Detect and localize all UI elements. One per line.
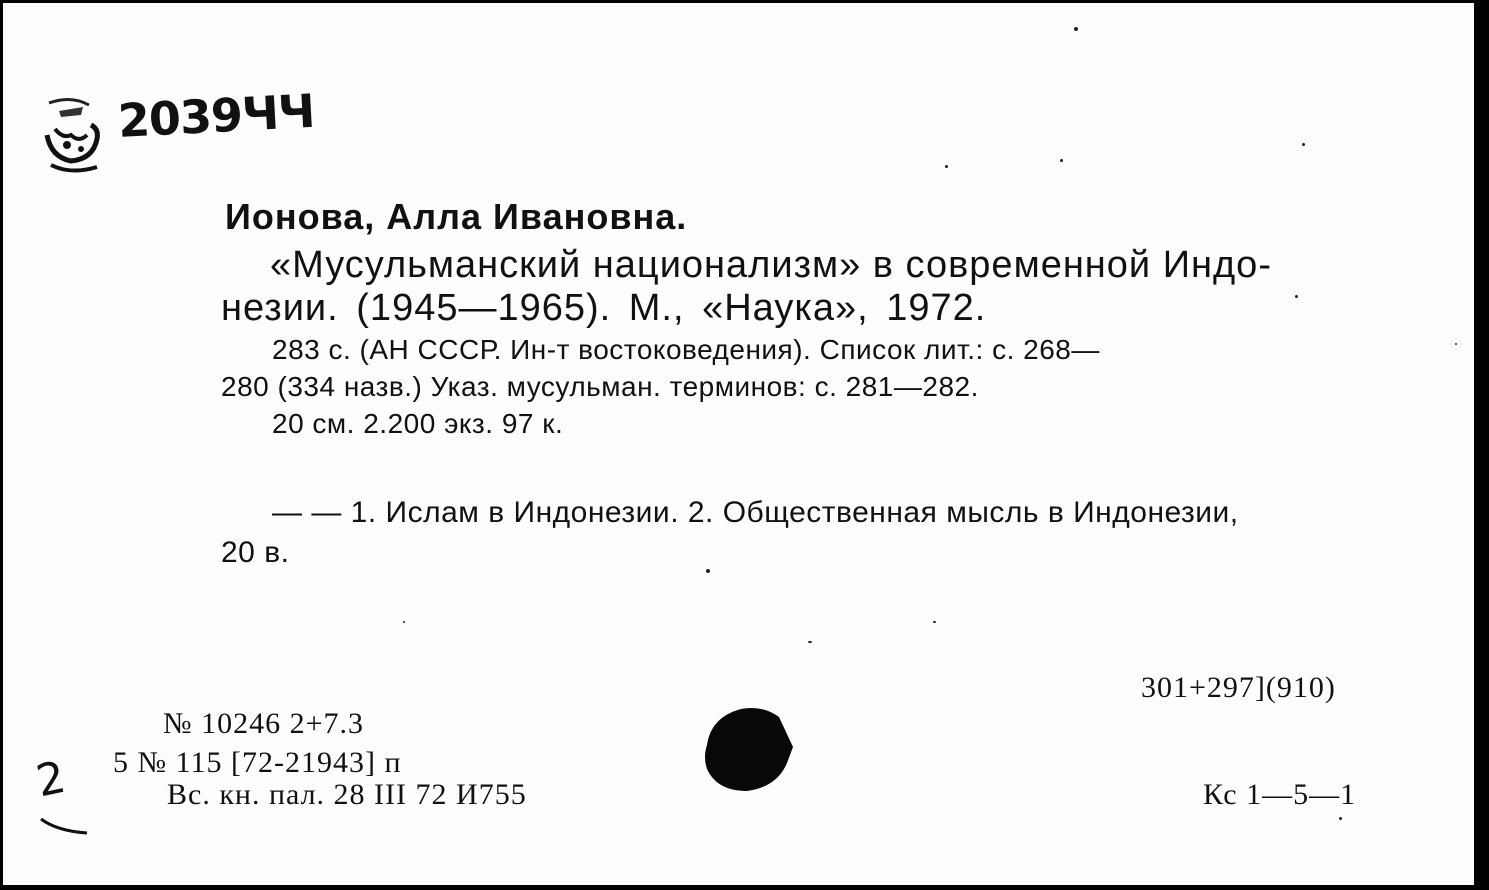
speck: [1455, 343, 1457, 345]
speck: [706, 569, 710, 573]
speck: [1060, 159, 1063, 162]
margin-mark: 2: [31, 751, 70, 808]
speck: [1074, 27, 1078, 31]
catalog-card: [3, 3, 1474, 885]
title-line-1: «Мусульманский национализм» в современной Индо-: [270, 244, 1272, 286]
speck: [1339, 817, 1342, 820]
card-code: Кс 1—5—1: [1203, 778, 1357, 811]
punch-hole-icon: [697, 705, 805, 795]
title-line-2: незии. (1945—1965). М., «Наука», 1972.: [221, 287, 987, 329]
description-line-3: 20 см. 2.200 экз. 97 к.: [272, 408, 564, 439]
speck: [808, 641, 812, 643]
speck: [1295, 295, 1298, 298]
subject-headings-line-2: 20 в.: [221, 536, 290, 569]
description-line-1: 283 с. (АН СССР. Ин-т востоковедения). Список лит.: с. 268—: [272, 334, 1100, 365]
author-name: Ионова, Алла Ивановна.: [225, 196, 688, 237]
speck: [933, 621, 936, 623]
subject-headings-line-1: — — 1. Ислам в Индонезии. 2. Общественная мысль в Индонезии,: [272, 496, 1239, 529]
order-line-3: Вс. кн. пал. 28 III 72 И755: [167, 778, 527, 811]
speck: [945, 165, 948, 168]
order-line-2: 5 № 115 [72-21943] п: [113, 746, 402, 779]
classification-index: 301+297](910): [1141, 671, 1336, 704]
description-line-2: 280 (334 назв.) Указ. мусульман. терминов: с. 281—282.: [221, 371, 979, 402]
margin-stroke-icon: [37, 815, 91, 839]
accession-number: 2039ЧЧ: [116, 83, 316, 148]
library-stamp-icon: [41, 95, 107, 177]
speck: [1302, 143, 1305, 146]
order-line-1: № 10246 2+7.3: [163, 707, 365, 740]
speck: [403, 621, 405, 623]
